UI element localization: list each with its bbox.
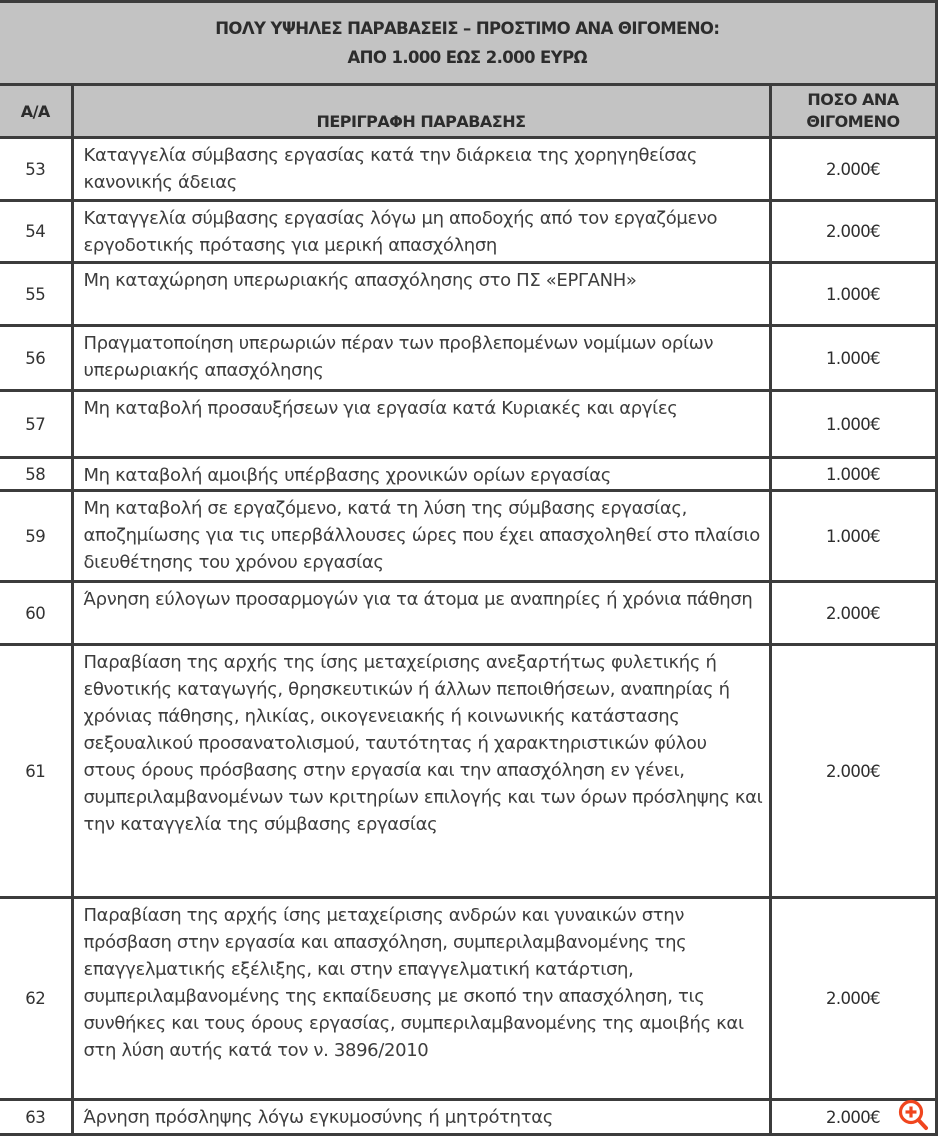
- table-title-line-1: ΠΟΛΥ ΥΨΗΛΕΣ ΠΑΡΑΒΑΣΕΙΣ – ΠΡΟΣΤΙΜΟ ΑΝΑ ΘΙΓΟΜΕΝΟ:: [215, 19, 720, 38]
- table-row: [0, 1100, 936, 1135]
- row-description: Άρνηση εύλογων προσαρμογών για τα άτομα με αναπηρίες ή χρόνια πάθηση: [72, 582, 770, 645]
- column-header-description: ΠΕΡΙΓΡΑΦΗ ΠΑΡΑΒΑΣΗΣ: [72, 85, 770, 138]
- table-row: [0, 326, 936, 391]
- row-amount: 2.000€: [770, 898, 936, 1100]
- row-number: 59: [0, 491, 72, 582]
- row-number: 58: [0, 458, 72, 491]
- row-number: 53: [0, 138, 72, 201]
- row-description: Άρνηση πρόσληψης λόγω εγκυμοσύνης ή μητρότητας: [72, 1100, 770, 1135]
- row-number: 62: [0, 898, 72, 1100]
- row-number: 61: [0, 645, 72, 898]
- row-number: 60: [0, 582, 72, 645]
- row-number: 57: [0, 391, 72, 458]
- table-row: [0, 263, 936, 326]
- row-description: Μη καταβολή αμοιβής υπέρβασης χρονικών ορίων εργασίας: [72, 458, 770, 491]
- table-title-row: [0, 2, 936, 85]
- row-description: Μη καταχώρηση υπερωριακής απασχόλησης στο ΠΣ «ΕΡΓΑΝΗ»: [72, 263, 770, 326]
- zoom-in-icon: [897, 1098, 931, 1134]
- row-description: Μη καταβολή σε εργαζόμενο, κατά τη λύση της σύμβασης εργασίας, αποζημίωσης για τις υπερβάλλουσες ώρες που έχει απασχοληθεί στο πλαίσιο διευθέτησης του χρόνου εργασίας: [72, 491, 770, 582]
- table-row: [0, 391, 936, 458]
- row-number: 63: [0, 1100, 72, 1135]
- zoom-in-button[interactable]: [897, 1098, 931, 1134]
- row-amount: 2.000€: [825, 1107, 881, 1127]
- row-amount: 1.000€: [770, 263, 936, 326]
- table-row: [0, 201, 936, 263]
- table-title-line-2: ΑΠΟ 1.000 ΕΩΣ 2.000 ΕΥΡΩ: [347, 48, 587, 67]
- table-row: [0, 458, 936, 491]
- table-row: [0, 582, 936, 645]
- row-description: Πραγματοποίηση υπερωριών πέραν των προβλεπομένων νομίμων ορίων υπερωριακής απασχόλησης: [72, 326, 770, 391]
- row-description: Καταγγελία σύμβασης εργασίας κατά την διάρκεια της χορηγηθείσας κανονικής άδειας: [72, 138, 770, 201]
- table-title: [0, 2, 936, 85]
- row-number: 54: [0, 201, 72, 263]
- table-row: [0, 645, 936, 898]
- table-row: [0, 138, 936, 201]
- table-row: [0, 898, 936, 1100]
- row-description: Παραβίαση της αρχής ίσης μεταχείρισης ανδρών και γυναικών στην πρόσβαση στην εργασία και απασχόληση, συμπεριλαμβανομένης της επαγγελματικής εξέλιξης, και στην επαγγελματική κατάρτιση, συμπεριλαμβανομένης της εκπαίδευσης με σκοπό την απασχόληση, τις συνθήκες και τους όρους εργασίας, συμπεριλαμβανομένης της αμοιβής και στη λύση αυτής κατά τον ν. 3896/2010: [72, 898, 770, 1100]
- row-amount: 1.000€: [770, 391, 936, 458]
- column-header-aa: Α/Α: [0, 85, 72, 138]
- row-amount: 1.000€: [770, 491, 936, 582]
- row-description: Καταγγελία σύμβασης εργασίας λόγω μη αποδοχής από τον εργαζόμενο εργοδοτικής πρότασης για μερική απασχόληση: [72, 201, 770, 263]
- column-header-row: [0, 85, 936, 138]
- row-amount: 2.000€: [770, 645, 936, 898]
- row-description: Παραβίαση της αρχής της ίσης μεταχείρισης ανεξαρτήτως φυλετικής ή εθνοτικής καταγωγής, θρησκευτικών ή άλλων πεποιθήσεων, αναπηρίας ή χρόνιας πάθησης, ηλικίας, οικογενειακής ή κοινωνικής κατάστασης σεξουαλικού προσανατολισμού, ταυτότητας ή χαρακτηριστικών φύλου στους όρους πρόσβασης στην εργασία και την απασχόληση εν γένει, συμπεριλαμβανομένων των κριτηρίων επιλογής και των όρων πρόσληψης και την καταγγελία της σύμβασης εργασίας: [72, 645, 770, 898]
- row-amount: 2.000€: [770, 582, 936, 645]
- row-amount: 1.000€: [770, 458, 936, 491]
- row-number: 56: [0, 326, 72, 391]
- column-header-amount: [770, 85, 936, 138]
- row-amount: 2.000€: [770, 138, 936, 201]
- column-header-amount-line-1: ΠΟΣΟ ΑΝΑ: [807, 90, 899, 109]
- table-row: [0, 491, 936, 582]
- row-amount: 1.000€: [770, 326, 936, 391]
- row-amount: 2.000€: [770, 201, 936, 263]
- row-description: Μη καταβολή προσαυξήσεων για εργασία κατά Κυριακές και αργίες: [72, 391, 770, 458]
- row-number: 55: [0, 263, 72, 326]
- column-header-amount-line-2: ΘΙΓΟΜΕΝΟ: [806, 112, 900, 131]
